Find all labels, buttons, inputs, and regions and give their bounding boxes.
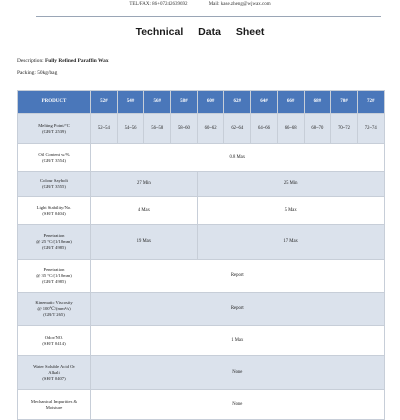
row-penetration-35 — [18, 260, 385, 293]
table-cell: 66~68 — [277, 114, 304, 144]
row-label: Water Soluble Acid Or Alkali (SH/T 0407) — [18, 356, 91, 390]
description-line — [17, 58, 109, 64]
table-cell: 58~60 — [171, 114, 198, 144]
grade-header: 54# — [117, 91, 144, 114]
grade-header: 62# — [224, 91, 251, 114]
table-cell: 1 Max — [91, 326, 385, 356]
row-water-soluble — [18, 356, 385, 390]
table-cell: 60~62 — [197, 114, 224, 144]
row-label: Melting Point/°C (GB/T 2539) — [18, 114, 91, 144]
table-cell: 56~58 — [144, 114, 171, 144]
table-cell: 25 Min — [197, 172, 384, 197]
table-cell: Report — [91, 293, 385, 326]
row-penetration-25 — [18, 225, 385, 260]
row-label: Mechanical Impurities & Moisture — [18, 390, 91, 420]
row-label: Odor/NO. (SH/T 0414) — [18, 326, 91, 356]
row-label: Kinematic Viscosity @ 100℃/(mm²/s) (GB/T 265) — [18, 293, 91, 326]
row-colour-saybolt — [18, 172, 385, 197]
row-oil-content — [18, 144, 385, 172]
table-cell: 19 Max — [91, 225, 198, 260]
table-cell: 4 Max — [91, 197, 198, 225]
grade-header: 56# — [144, 91, 171, 114]
grade-header: 72# — [357, 91, 384, 114]
table-cell: 68~70 — [304, 114, 331, 144]
row-label: Light Stability/No. (SH/T 0404) — [18, 197, 91, 225]
product-header: PRODUCT — [18, 91, 91, 114]
table-cell: 62~64 — [224, 114, 251, 144]
table-cell: Report — [91, 260, 385, 293]
grade-header: 70# — [331, 91, 358, 114]
table-cell: 27 Min — [91, 172, 198, 197]
table-cell: 52~54 — [91, 114, 118, 144]
row-mechanical-impurities — [18, 390, 385, 420]
grade-header: 66# — [277, 91, 304, 114]
row-label: Oil Content w/% (GB/T 3554) — [18, 144, 91, 172]
grade-header: 52# — [91, 91, 118, 114]
table-cell: 0.8 Max — [91, 144, 385, 172]
row-odor — [18, 326, 385, 356]
table-cell: None — [91, 390, 385, 420]
table-header-row — [18, 91, 385, 114]
document-title: Technical Data Sheet — [135, 26, 265, 38]
row-melting-point — [18, 114, 385, 144]
table-cell: 54~56 — [117, 114, 144, 144]
contact-mail: Mail: kase.zheng@wjwax.com — [208, 2, 271, 7]
table-cell: None — [91, 356, 385, 390]
row-label: Penetration @ 35 °C/(1/10mm) (GB/T 4985) — [18, 260, 91, 293]
table-cell: 5 Max — [197, 197, 384, 225]
contact-phone: TEL/FAX: 86+07242639692 — [129, 2, 188, 7]
grade-header: 64# — [251, 91, 278, 114]
table-cell: 64~66 — [251, 114, 278, 144]
table-cell: 70~72 — [331, 114, 358, 144]
packing-line: Packing: 50kg/bag — [17, 70, 58, 76]
description-label: Description: — [17, 58, 45, 64]
row-kinematic-viscosity — [18, 293, 385, 326]
row-label: Penetration @ 25 °C/(1/10mm) (GB/T 4985) — [18, 225, 91, 260]
grade-header: 58# — [171, 91, 198, 114]
table-cell: 72~74 — [357, 114, 384, 144]
table-cell: 17 Max — [197, 225, 384, 260]
row-label: Colour Saybolt (GB/T 3555) — [18, 172, 91, 197]
grade-header: 68# — [304, 91, 331, 114]
grade-header: 60# — [197, 91, 224, 114]
description-value: Fully Refined Paraffin Wax — [45, 58, 109, 64]
contact-line — [0, 0, 400, 12]
row-light-stability — [18, 197, 385, 225]
spec-table — [17, 90, 385, 420]
header-divider — [36, 16, 381, 17]
